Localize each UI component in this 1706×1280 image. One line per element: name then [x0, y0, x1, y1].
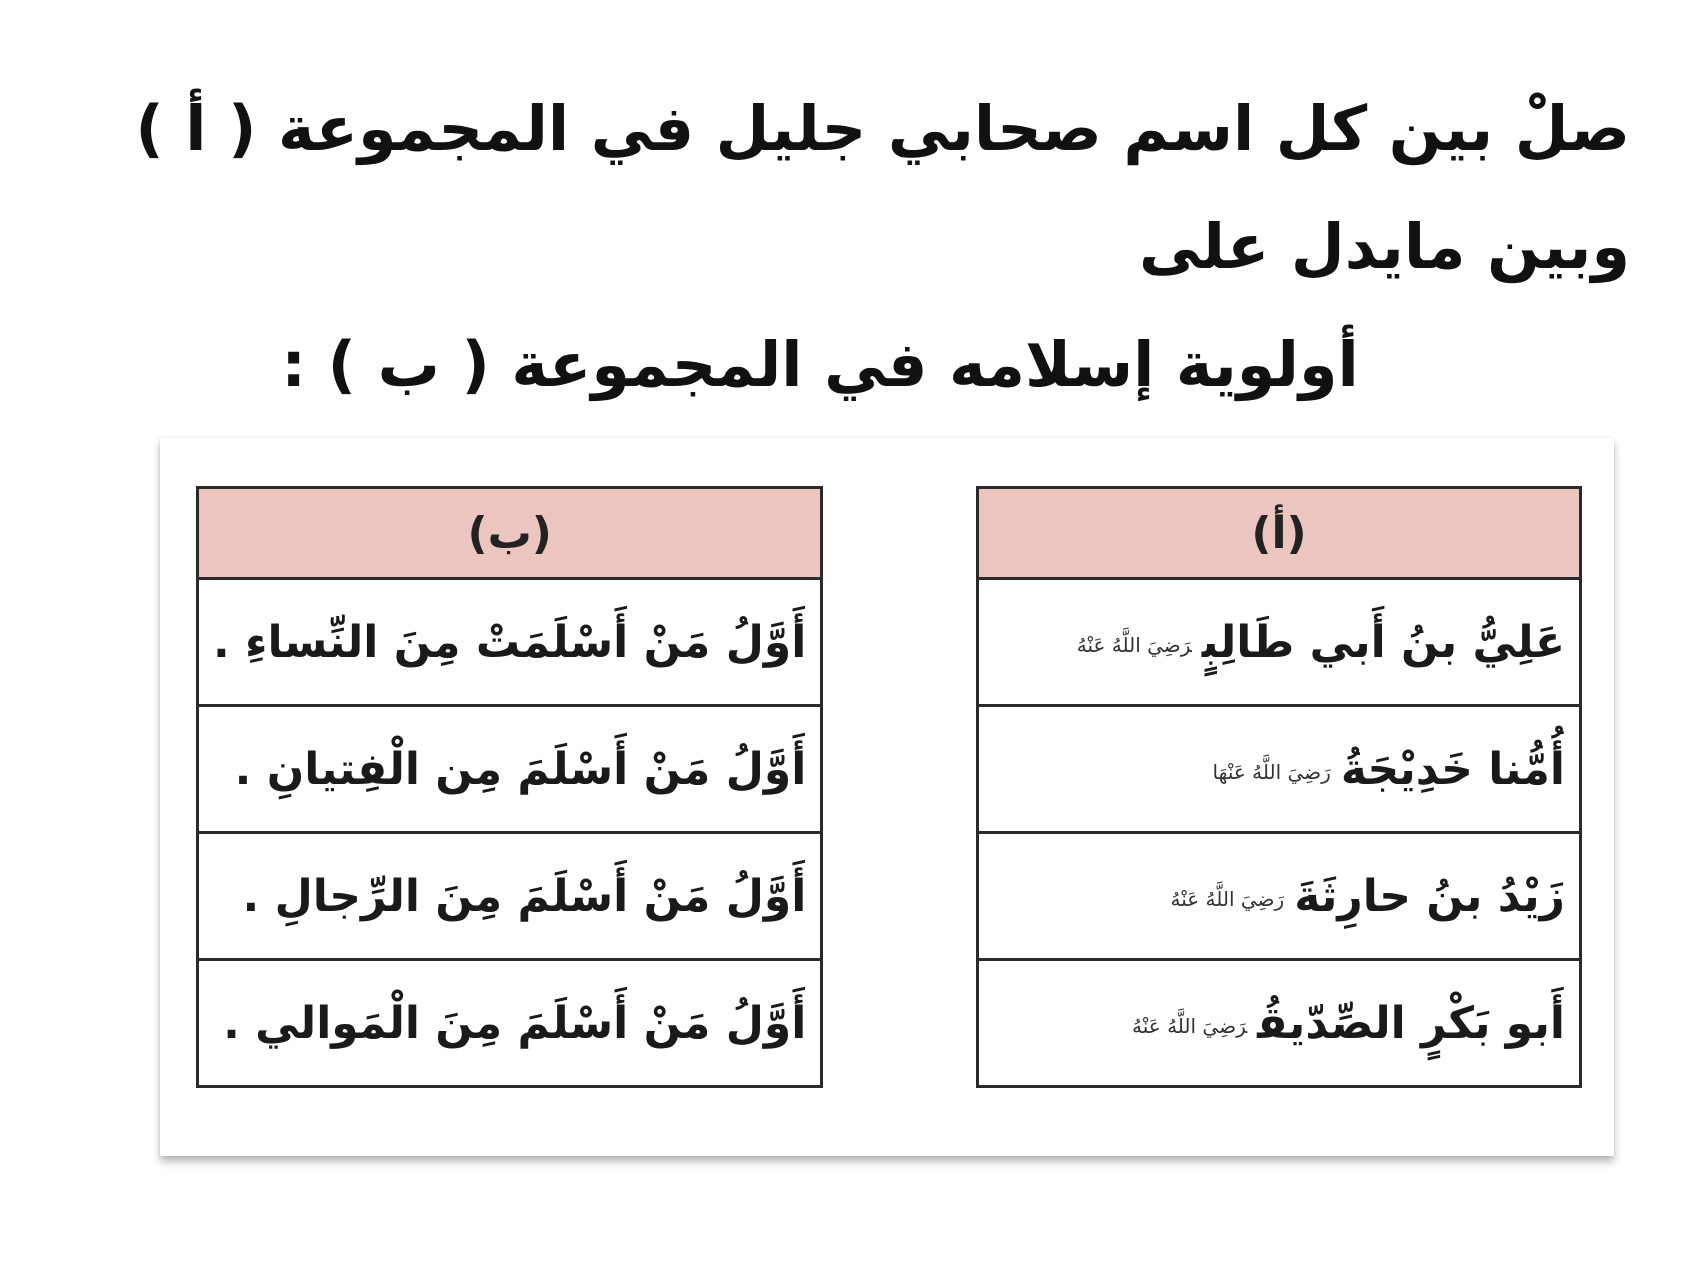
description-cell[interactable]: أَوَّلُ مَنْ أَسْلَمَ مِنَ الرِّجالِ . — [198, 833, 822, 960]
table-a-header: (أ) — [978, 488, 1581, 579]
companion-cell[interactable] — [978, 960, 1581, 1087]
companion-cell[interactable] — [978, 833, 1581, 960]
instruction-line-1: صلْ بين كل اسم صحابي جليل في المجموعة ( أ ) وبين مايدل على — [135, 92, 1630, 283]
table-b-header: (ب) — [198, 488, 822, 579]
table-a-header-row — [978, 488, 1581, 579]
honorific-text: رَضِيَ اللَّهُ عَنْهُ — [1170, 886, 1285, 911]
instruction-line-2: أولوية إسلامه في المجموعة ( ب ) : — [281, 328, 1359, 401]
description-cell[interactable]: أَوَّلُ مَنْ أَسْلَمَ مِن الْفِتيانِ . — [198, 706, 822, 833]
companion-cell[interactable] — [978, 706, 1581, 833]
table-group-a — [976, 486, 1582, 1088]
table-b-header-row — [198, 488, 822, 579]
table-a-row — [978, 833, 1581, 960]
description-cell[interactable]: أَوَّلُ مَنْ أَسْلَمَ مِنَ الْمَوالي . — [198, 960, 822, 1087]
table-b-row — [198, 579, 822, 706]
honorific-text: رَضِيَ اللَّهُ عَنْهُ — [1132, 1013, 1248, 1038]
table-b-row — [198, 960, 822, 1087]
honorific-text: رَضِيَ اللَّهُ عَنْهُ — [1076, 632, 1192, 657]
table-group-b — [196, 486, 823, 1088]
companion-name: أَبو بَكْرٍ الصِّدّيقُ — [1257, 997, 1565, 1049]
honorific-text: رَضِيَ اللَّهُ عَنْهَا — [1212, 759, 1331, 784]
table-a-row — [978, 579, 1581, 706]
exercise-card — [160, 438, 1614, 1156]
instruction-text — [120, 70, 1640, 424]
companion-name: أُمُّنا خَدِيْجَةُ — [1340, 743, 1565, 795]
table-b-row — [198, 706, 822, 833]
companion-name: زَيْدُ بنُ حارِثَةَ — [1294, 870, 1565, 922]
table-a-row — [978, 960, 1581, 1087]
table-a-row — [978, 706, 1581, 833]
table-b-row — [198, 833, 822, 960]
description-cell[interactable]: أَوَّلُ مَنْ أَسْلَمَتْ مِنَ النِّساءِ . — [198, 579, 822, 706]
companion-cell[interactable] — [978, 579, 1581, 706]
companion-name: عَلِيُّ بنُ أَبي طَالِبٍ — [1201, 616, 1565, 668]
